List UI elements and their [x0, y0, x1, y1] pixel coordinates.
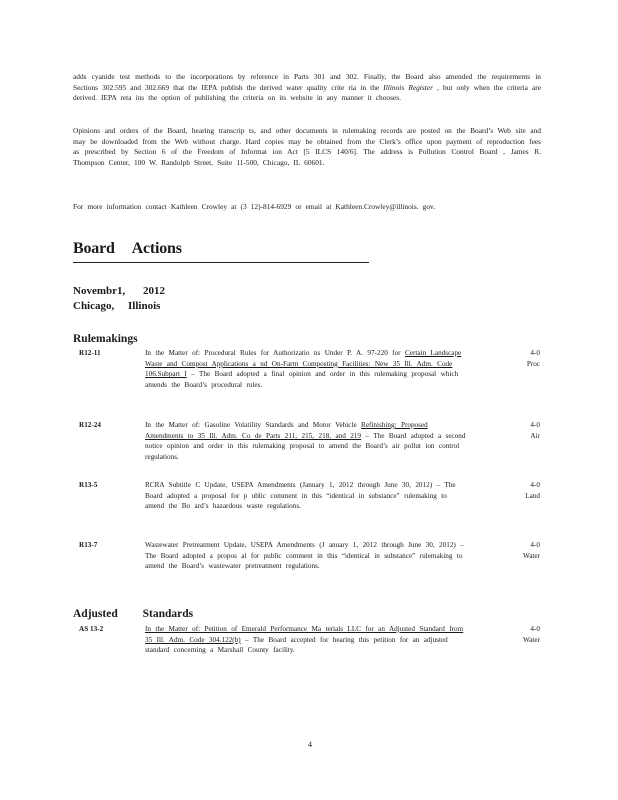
intro-paragraph-3: [73, 202, 541, 213]
vote-category: Water: [523, 551, 540, 560]
rulemakings-heading: Rulemakings: [73, 333, 138, 345]
vote-count: 4-0: [530, 625, 540, 633]
docket-number: R13-5: [79, 481, 98, 489]
description-text: – The Board accepted for hearing this petition for an adjusted standard concerning a Marshall County facility.: [145, 635, 448, 655]
page-number: 4: [308, 740, 312, 749]
vote-column: [500, 348, 540, 369]
board-actions-heading: Board Actions: [73, 240, 182, 257]
description-underlined-title: In the Matter of: Petition of Emerald Performance Ma terials LLC for an Adjusted Standard from 35 Ill. Adm. Code 304.122(b): [145, 625, 464, 644]
meeting-location-state: Illinois: [128, 300, 161, 312]
description-text: RCRA Subtitle C Update, USEPA Amendments (January 1, 2012 through June 30, 2012) – The Board adopted a proposal for p ublic comment in this “identical in substance” rulemaking to amend the Bo ard’s hazardous waste regulations.: [145, 481, 456, 511]
item-description: [145, 348, 470, 391]
intro-p2-text: Opinions and orders of the Board, hearing transcrip ts, and other documents in rulemaking records are posted on the Board’s Web site and may be downloaded from the Web without charge. Hard copies may be obtained from the Clerk’s office upon payment of reproduction fees as prescribed by Section 6 of the Freedom of Informat ion Act [5 ILCS 140/6]. The address is Pollution Control Board , James R. Thompson Center, 100 W. Randolph Street, Suite 11-500, Chicago, IL 60601.: [73, 126, 541, 167]
vote-category: Water: [523, 635, 540, 644]
intro-p1-part-b: , but only when the criteria are derived. IEPA reta ins the option of publishing the criteria on its website in any manner it chooses.: [73, 82, 542, 103]
vote-column: [500, 540, 540, 561]
description-text: In the Matter of: Procedural Rules for Authorizatio ns Under P. A. 97-220 for: [145, 349, 405, 357]
docket-number: AS 13-2: [79, 625, 104, 633]
intro-paragraph-1: [73, 72, 541, 104]
vote-category: Land: [525, 491, 540, 500]
vote-category: Proc: [526, 359, 540, 368]
description-text: – The Board adopted a second notice opinion and order in this rulemaking proposal to amend the Board’s air pollut ion control regulations.: [145, 431, 466, 462]
description-text: Wastewater Pretreatment Update, USEPA Amendments (J anuary 1, 2012 through June 30, 2012) – The Board adopted a propos al for public comment in this “identical in substance” rulemaking to amend the Board’s wastewater pretreatment regulations.: [145, 541, 464, 571]
vote-column: [500, 624, 540, 645]
vote-category: Air: [530, 431, 540, 440]
item-description: [145, 480, 470, 512]
meeting-location-city: Chicago,: [73, 300, 115, 312]
heading-rule: [73, 262, 369, 263]
vote-column: [500, 420, 540, 441]
description-underlined-title: Certain Landscape Waste and Compost Applications a nd On-Farm Composting Facilities: New 35 Ill. Adm. Code 106.Subpart I: [145, 349, 462, 379]
meeting-location-line: [73, 299, 160, 314]
vote-count: 4-0: [530, 421, 540, 429]
docket-number: R13-7: [79, 541, 98, 549]
intro-p1-part-a: adds cyanide test methods to the incorporations by reference in Parts 301 and 302. Finally, the Board also amended the requirements in Sections 302.595 and 302.669 that the IEPA publish the derived water quality crite ria in the: [73, 72, 541, 92]
vote-count: 4-0: [530, 541, 540, 549]
item-description: [145, 540, 470, 572]
intro-p3-text: For more information contact Kathleen Crowley at (3 12)-814-6929 or email at Kathleen.Crowley@illinois. gov.: [73, 202, 436, 211]
illinois-register-title: Illinois Register: [383, 82, 433, 92]
description-text: In the Matter of: Gasoline Volatility Standards and Motor Vehicle: [145, 421, 362, 429]
meeting-date-line: [73, 284, 165, 299]
intro-paragraph-2: [73, 126, 541, 168]
description-underlined-title: Refinishing: Proposed Amendments to 35 Ill. Adm. Co de Parts 211, 215, 218, and 219: [145, 421, 428, 440]
vote-column: [500, 480, 540, 501]
docket-number: R12-11: [79, 349, 101, 357]
adjusted-standards-heading: Adjusted Standards: [73, 608, 194, 620]
item-description: [145, 420, 470, 463]
meeting-date-month: Novembr1,: [73, 285, 126, 297]
docket-number: R12-24: [79, 421, 101, 429]
description-text: – The Board adopted a final opinion and order in this rulemaking proposal which amends the Board’s procedural rules.: [145, 370, 459, 390]
meeting-date-year: 2012: [143, 285, 165, 297]
vote-count: 4-0: [530, 349, 540, 357]
item-description: [145, 624, 470, 656]
vote-count: 4-0: [530, 481, 540, 489]
